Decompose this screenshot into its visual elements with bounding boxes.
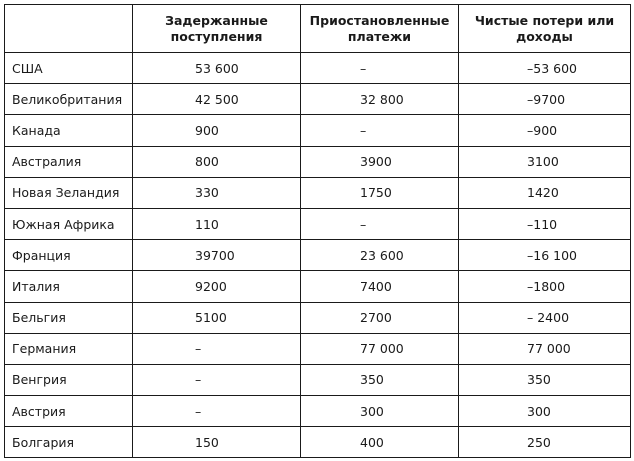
header-cell-suspended-payments <box>301 5 459 53</box>
table-row <box>5 177 631 208</box>
table-row <box>5 146 631 177</box>
header-cell-net-result <box>459 5 631 53</box>
table-body <box>5 53 631 458</box>
cell-delayed-receipts: – <box>133 396 301 427</box>
cell-delayed-receipts: 5100 <box>133 302 301 333</box>
table-row <box>5 396 631 427</box>
header-label: Приостановленные платежи <box>309 12 450 44</box>
cell-net-result: –9700 <box>459 84 631 115</box>
cell-delayed-receipts: – <box>133 364 301 395</box>
cell-country: Венгрия <box>5 364 133 395</box>
cell-net-result: – 2400 <box>459 302 631 333</box>
cell-country: Германия <box>5 333 133 364</box>
cell-delayed-receipts: 42 500 <box>133 84 301 115</box>
cell-suspended-payments: 77 000 <box>301 333 459 364</box>
cell-net-result: 1420 <box>459 177 631 208</box>
cell-net-result: 350 <box>459 364 631 395</box>
cell-net-result: 300 <box>459 396 631 427</box>
cell-country: Австрия <box>5 396 133 427</box>
cell-delayed-receipts: 53 600 <box>133 53 301 84</box>
cell-suspended-payments: 7400 <box>301 271 459 302</box>
cell-suspended-payments: 3900 <box>301 146 459 177</box>
cell-net-result: 250 <box>459 427 631 458</box>
cell-delayed-receipts: 900 <box>133 115 301 146</box>
cell-country: Великобритания <box>5 84 133 115</box>
cell-country: Болгария <box>5 427 133 458</box>
table-row <box>5 271 631 302</box>
cell-delayed-receipts: 330 <box>133 177 301 208</box>
header-label: Задержанные поступления <box>165 12 268 44</box>
cell-net-result: –110 <box>459 208 631 239</box>
table-row <box>5 240 631 271</box>
cell-delayed-receipts: 800 <box>133 146 301 177</box>
cell-delayed-receipts: 39700 <box>133 240 301 271</box>
header-cell-country <box>5 5 133 53</box>
cell-country: Италия <box>5 271 133 302</box>
cell-delayed-receipts: 9200 <box>133 271 301 302</box>
cell-net-result: 77 000 <box>459 333 631 364</box>
cell-net-result: –53 600 <box>459 53 631 84</box>
cell-delayed-receipts: – <box>133 333 301 364</box>
cell-country: Франция <box>5 240 133 271</box>
table-row <box>5 333 631 364</box>
cell-suspended-payments: 2700 <box>301 302 459 333</box>
table-row <box>5 208 631 239</box>
data-table <box>4 4 631 458</box>
cell-suspended-payments: 400 <box>301 427 459 458</box>
header-row <box>5 5 631 53</box>
table-row <box>5 364 631 395</box>
table-row <box>5 84 631 115</box>
cell-net-result: –16 100 <box>459 240 631 271</box>
table-row <box>5 115 631 146</box>
cell-suspended-payments: – <box>301 115 459 146</box>
header-label: Чистые потери или доходы <box>474 12 615 44</box>
cell-net-result: –900 <box>459 115 631 146</box>
cell-net-result: –1800 <box>459 271 631 302</box>
cell-suspended-payments: 300 <box>301 396 459 427</box>
data-table-container <box>4 4 630 458</box>
cell-suspended-payments: 1750 <box>301 177 459 208</box>
table-row <box>5 427 631 458</box>
cell-suspended-payments: – <box>301 53 459 84</box>
table-row <box>5 53 631 84</box>
header-cell-delayed-receipts <box>133 5 301 53</box>
cell-net-result: 3100 <box>459 146 631 177</box>
table-row <box>5 302 631 333</box>
cell-delayed-receipts: 150 <box>133 427 301 458</box>
cell-country: Бельгия <box>5 302 133 333</box>
cell-country: Южная Африка <box>5 208 133 239</box>
cell-suspended-payments: 350 <box>301 364 459 395</box>
cell-country: США <box>5 53 133 84</box>
cell-country: Канада <box>5 115 133 146</box>
table-header <box>5 5 631 53</box>
cell-country: Австралия <box>5 146 133 177</box>
cell-suspended-payments: 23 600 <box>301 240 459 271</box>
cell-suspended-payments: – <box>301 208 459 239</box>
cell-suspended-payments: 32 800 <box>301 84 459 115</box>
cell-delayed-receipts: 110 <box>133 208 301 239</box>
cell-country: Новая Зеландия <box>5 177 133 208</box>
